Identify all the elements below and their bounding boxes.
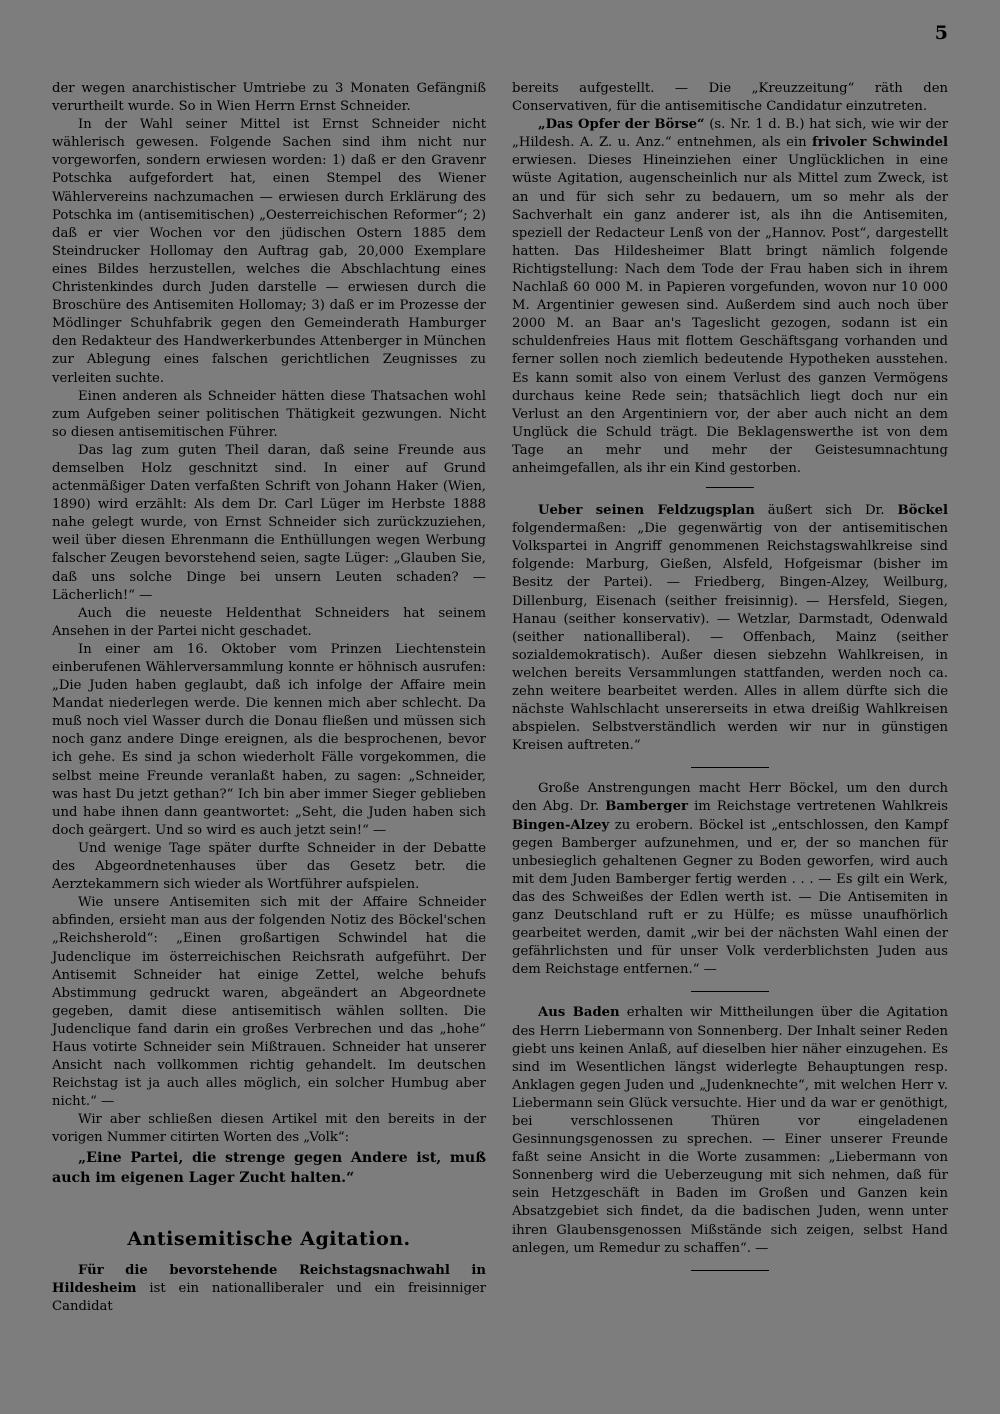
divider — [691, 1270, 769, 1271]
article-bingen-alzey — [512, 780, 948, 979]
left-column — [52, 80, 486, 1316]
section-heading: Antisemitische Agitation. — [127, 1227, 411, 1250]
paragraph: der wegen anarchistischer Umtriebe zu 3 Monaten Gefängniß verurtheilt wurde. So in Wien Herrn Ernst Schneider. — [52, 81, 486, 115]
article-text: erwiesen. Dieses Hineinziehen einer Unglücklichen in eine wüste Agitation, augenscheinlich nur als Mittel zum Zweck, ist an und für sich sehr zu bedauern, um so mehr als der Sachverhalt ein ganz anderer ist, als ihn die Antisemiten, speziell der Redacteur Lenß von der „Hannov. Post“, dargestellt hatten. Das Hildesheimer Blatt bringt nämlich folgende Richtigstellung: Nach dem Tode der Frau haben sich in ihrem Nachlaß 60 000 M. in Papieren vorgefunden, wovon nur 10 000 M. Argentinier gewesen sind. Außerdem sind auch noch über 2000 M. an Baar an's Tageslicht gezogen, sodann ist ein schuldenfreies Haus mit flottem Geschäftsgang vorhanden und ferner sollen noch ziemlich bedeutende Hypotheken ausstehen. Es kann somit also von einem Verlust des ganzen Vermögens durchaus keine Rede sein; thatsächlich liegt doch nur ein Verlust an den Argentiniern vor, der aber auch nicht an dem Unglück die Schuld trägt. Die Beklagenswerthe ist von dem Tage an mehr und mehr der Geistesumnachtung anheimgefallen, als ihr ein Kind gestorben. — [512, 153, 948, 476]
article-lead: Ueber seinen Feldzugsplan — [538, 503, 755, 519]
article-text: erhalten wir Mittheilungen über die Agitation des Herrn Liebermann von Sonnenberg. Der Inhalt seiner Reden giebt uns keinen Anlaß, auf dieselben hier näher einzugehen. Es sind im Wesentlichen längst widerlegte Behauptungen resp. Anklagen gegen Juden und „Judenknechte“, mit welchen Herr v. Liebermann sein Glück versuchte. Hier und da war er genöthigt, bei verschlossenen Thüren vor eingeladenen Gesinnungsgenossen zu sprechen. — Einer unserer Freunde faßt seine Ansicht in die Worte zusammen: „Liebermann von Sonnenberg wird die Ueberzeugung mit sich nehmen, daß für sein Hetzgeschäft in Baden im Großen und Ganzen kein Absatzgebiet sich findet, da die badischen Juden, wenn unter ihren Glaubensgenossen Mißstände sich zeigen, selbst Hand anlegen, um Remedur zu schaffen“. — — [512, 1005, 948, 1256]
article-emphasis: Bingen-Alzey — [512, 817, 610, 833]
paragraph: Das lag zum guten Theil daran, daß seine Freunde aus demselben Holz geschnitzt sind. In einer auf Grund actenmäßiger Daten verfaßten Schrift von Johann Haker (Wien, 1890) wird erzählt: Als dem Dr. Carl Lüger im Herbste 1888 nahe gelegt wurde, von Ernst Schneider sich zurückzuziehen, weil über diesen Ehrenmann die Enthüllungen wegen Werbung falscher Zeugen bevorstehend seien, sagte Lüger: „Glauben Sie, daß uns solche Dinge bei unsern Leuten schaden? — Lächerlich!“ — — [52, 442, 486, 603]
right-column — [512, 80, 948, 1283]
article-lead: „Das Opfer der Börse“ — [538, 117, 705, 133]
article-text: zu erobern. Böckel ist „entschlossen, den Kampf gegen Bamberger aufzunehmen, und er, der so manchen für unbesieglich gehaltenen Gegner zu Boden geworfen, wird auch mit dem Juden Bamberger fertig werden . . . — Es gilt ein Werk, das des Schweißes der Edlen werth ist. — Die Antisemiten in ganz Deutschland ruft er zu Hülfe; es müsse unaufhörlich gearbeitet werden, damit „wir bei der nächsten Wahl einen der gefährlichsten und für unser Volk verderblichsten Juden aus dem Reichstage entfernen.“ — — [512, 817, 948, 978]
section-intro-text: ist ein nationalliberaler und ein freisinniger Candidat — [52, 1280, 486, 1314]
section-intro-bold: Für die bevorstehende Reichstagsnachwahl in Hildesheim — [52, 1262, 486, 1296]
article-opfer-der-boerse — [512, 116, 948, 478]
section-intro — [52, 1262, 486, 1316]
closing-quote: „Eine Partei, die strenge gegen Andere ist, muß auch im eigenen Lager Zucht halten.“ — [52, 1149, 486, 1186]
article-text: (s. Nr. 1 d. B.) hat sich, wie wir der „Hildesh. A. Z. u. Anz.“ entnehmen, als ein — [512, 117, 948, 151]
paragraph: Wie unsere Antisemiten sich mit der Affaire Schneider abfinden, ersieht man aus der folgenden Notiz des Böckel'schen „Reichsherold“: „Einen großartigen Schwindel hat die Judenclique im österreichischen Reichsrath aufgeführt. Der Antisemit Schneider hat einige Zettel, welche behufs Abstimmung gedruckt waren, abgeändert an Abgeordnete gegeben, damit diese antisemitisch wählen sollten. Die Judenclique fand darin ein großes Verbrechen und das „hohe“ Haus votirte Schneider sein Mißtrauen. Schneider hat unserer Ansicht nach vollkommen richtig gehandelt. Im deutschen Reichstag ist ja auch alles möglich, ein solcher Humbug aber nicht.“ — — [52, 895, 486, 1110]
article-feldzugsplan — [512, 502, 948, 755]
divider — [691, 991, 769, 992]
paragraph: Auch die neueste Heldenthat Schneiders hat seinem Ansehen in der Partei nicht geschadet. — [52, 605, 486, 639]
article-emphasis: frivoler Schwindel — [812, 135, 949, 151]
article-lead: Aus Baden — [538, 1005, 620, 1021]
paragraph: Wir aber schließen diesen Artikel mit den bereits in der vorigen Nummer citirten Worten des „Volk“: — [52, 1112, 486, 1146]
paragraph: Einen anderen als Schneider hätten diese Thatsachen wohl zum Aufgeben seiner politischen Thätigkeit gezwungen. Nicht so diesen antisemitischen Führer. — [52, 388, 486, 440]
article-text: folgendermaßen: „Die gegenwärtig von der antisemitischen Volkspartei in Angriff genommenen Reichstagswahlkreise sind folgende: Marburg, Gießen, Alsfeld, Hofgeismar (bisher im Besitz der Partei). — Friedberg, Bingen-Alzey, Weilburg, Dillenburg, Eisenach (seither freisinnig). — Hersfeld, Siegen, Hanau (seither konservativ). — Wetzlar, Darmstadt, Odenwald (seither nationalliberal). — Offenbach, Mainz (seither sozialdemokratisch). Außer diesen siebzehn Wahlkreisen, in welchen bereits Versammlungen stattfanden, werden noch ca. zehn weitere bearbeitet werden. Alles in allem dürfte sich die nächste Wahlschlacht unsererseits in etwa dreißig Wahlkreisen abspielen. Selbstverständlich werden wir nur in günstigen Kreisen auftreten.“ — [512, 521, 948, 754]
paragraph: Und wenige Tage später durfte Schneider in der Debatte des Abgeordnetenhauses über das Gesetz betr. die Aerztekammern sich wieder als Wortführer aufspielen. — [52, 840, 486, 893]
article-text: Große Anstrengungen macht Herr Böckel, um den durch den Abg. Dr. — [512, 781, 948, 815]
article-text: im Reichstage vertretenen Wahlkreis — [687, 799, 948, 815]
paragraph: bereits aufgestellt. — Die „Kreuzzeitung“ räth den Conservativen, für die antisemitische Candidatur einzutreten. — [512, 81, 948, 115]
paragraph: In der Wahl seiner Mittel ist Ernst Schneider nicht wählerisch gewesen. Folgende Sachen sind ihm nicht nur vorgeworfen, sondern erwiesen worden: 1) daß er den Gravenr Potschka aufgefordert hat, einen Stempel des Wiener Wählervereins nachzumachen — erwiesen durch Erklärung des Potschka im (antisemitischen) „Oesterreichischen Reformer“; 2) daß er vier Wochen vor den jüdischen Ostern 1885 dem Steindrucker Hollomay den Auftrag gab, 20,000 Exemplare eines Bildes herzustellen, welches die Abschlachtung eines Christenkindes durch Juden darstelle — erwiesen durch die Broschüre des Antisemiten Hollomay; 3) daß er im Prozesse der Mödlinger Schuhfabrik gegen den Gemeinderath Hamburger den Redakteur des Handwerkerbundes Attenberger in München zur Ablegung eines falschen gerichtlichen Zeugnisses zu verleiten suchte. — [52, 117, 486, 386]
divider — [691, 767, 769, 768]
page-number: 5 — [934, 22, 948, 44]
article-text: äußert sich Dr. — [754, 503, 898, 519]
article-emphasis: Bamberger — [605, 799, 688, 815]
article-emphasis: Böckel — [897, 503, 949, 519]
paragraph: In einer am 16. Oktober vom Prinzen Liechtenstein einberufenen Wählerversammlung konnte er höhnisch ausrufen: „Die Juden haben geglaubt, daß ich infolge der Affaire mein Mandat niederlegen werde. Die kennen mich aber schlecht. Da muß noch viel Wasser durch die Donau fließen und müssen sich noch ganz andere Dinge ereignen, als die besprochenen, bevor ich gehe. Es sind ja schon wiederholt Fälle vorgekommen, die selbst meine Freunde veranlaßt haben, zu sagen: „Schneider, was hast Du jetzt gethan?“ Ich bin aber immer Sieger geblieben und habe ihnen dann geantwortet: „Seht, die Juden haben sich doch geärgert. Und so wird es auch jetzt sein!“ — — [52, 641, 486, 838]
divider — [706, 487, 754, 488]
article-aus-baden — [512, 1004, 948, 1257]
